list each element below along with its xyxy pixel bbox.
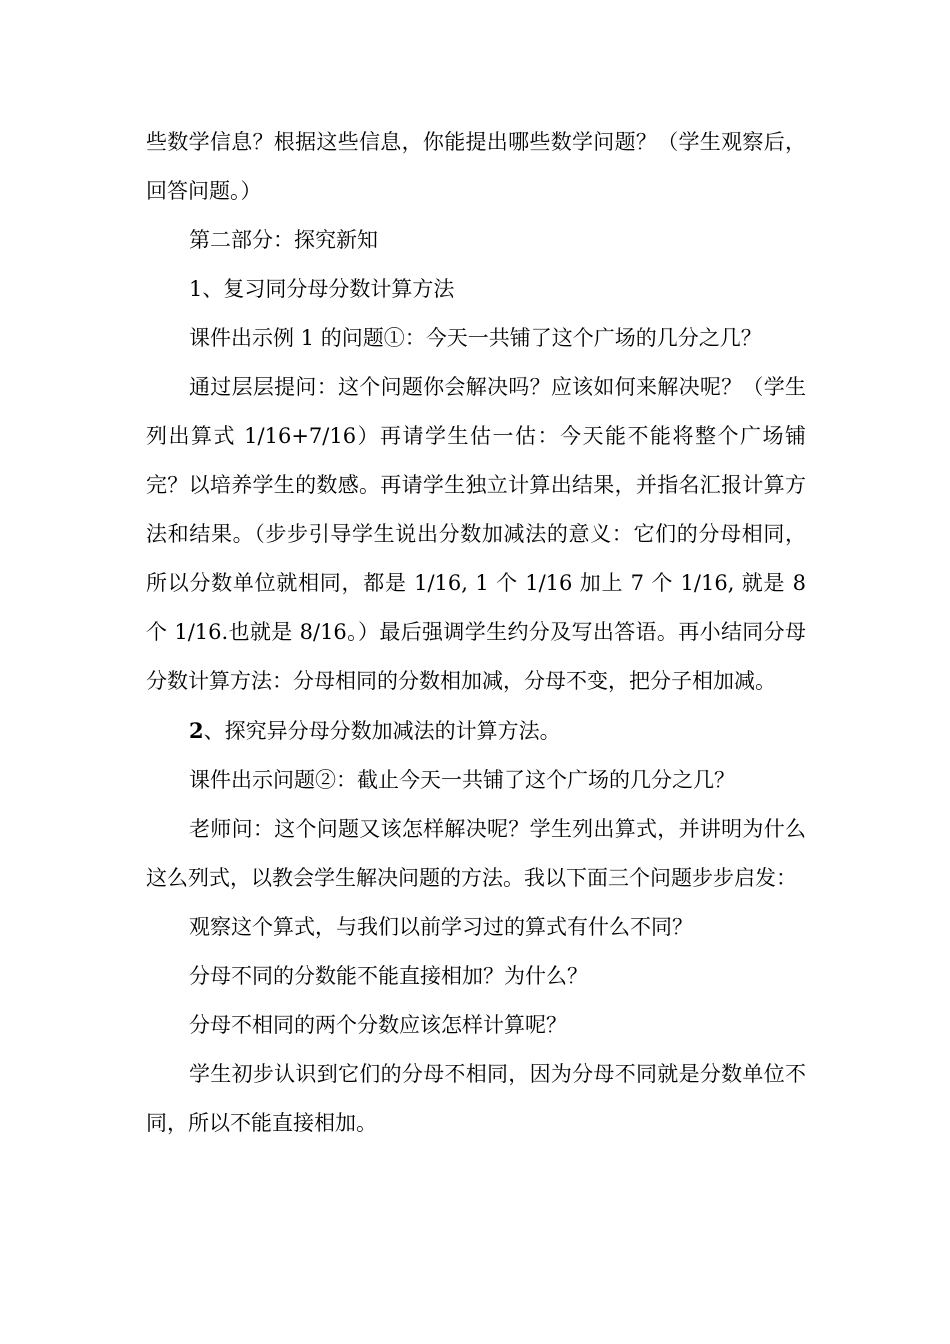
paragraph-guided-questioning: 通过层层提问：这个问题你会解决吗？应该如何来解决呢？（学生列出算式 1/16+7/16）再请学生估一估：今天能不能将整个广场铺完？以培养学生的数感。再请学生独立计算出结果，并指名汇报计算方法和结果。（步步引导学生说出分数加减法的意义：它们的分母相同，所以分数单位就相同，都是 1/16, 1 个 1/16 加上 7 个 1/16, 就是 8 个 1/16.也就是 8/16。）最后强调学生约分及写出答语。再小结同分母分数计算方法：分母相同的分数相加减，分母不变，把分子相加减。 <box>146 375 806 693</box>
subheading-review-same-denominator: 1、复习同分母分数计算方法 <box>189 277 455 301</box>
section-heading-part-two: 第二部分：探究新知 <box>189 228 378 252</box>
paragraph-example-question-2: 课件出示问题②：截止今天一共铺了这个广场的几分之几？ <box>189 768 735 792</box>
document-page <box>146 118 806 1148</box>
subheading-number: 2 <box>189 718 204 743</box>
paragraph-teacher-asks: 老师问：这个问题又该怎样解决呢？学生列出算式，并讲明为什么这么列式，以教会学生解决问题的方法。我以下面三个问题步步启发： <box>146 817 806 890</box>
paragraph-prompt-1: 观察这个算式，与我们以前学习过的算式有什么不同？ <box>189 915 693 939</box>
subheading-text: 、探究异分母分数加减法的计算方法。 <box>203 719 561 743</box>
paragraph-example-question-1: 课件出示例 1 的问题①：今天一共铺了这个广场的几分之几？ <box>189 326 762 350</box>
paragraph-prompt-3: 分母不相同的两个分数应该怎样计算呢？ <box>189 1013 567 1037</box>
paragraph-student-recognition: 学生初步认识到它们的分母不相同，因为分母不同就是分数单位不同，所以不能直接相加。 <box>146 1062 806 1135</box>
paragraph-prompt-2: 分母不同的分数能不能直接相加？为什么？ <box>189 964 588 988</box>
paragraph-continued-questions: 些数学信息？根据这些信息，你能提出哪些数学问题？（学生观察后，回答问题。） <box>146 130 806 203</box>
subheading-explore-different-denominator <box>146 706 806 756</box>
